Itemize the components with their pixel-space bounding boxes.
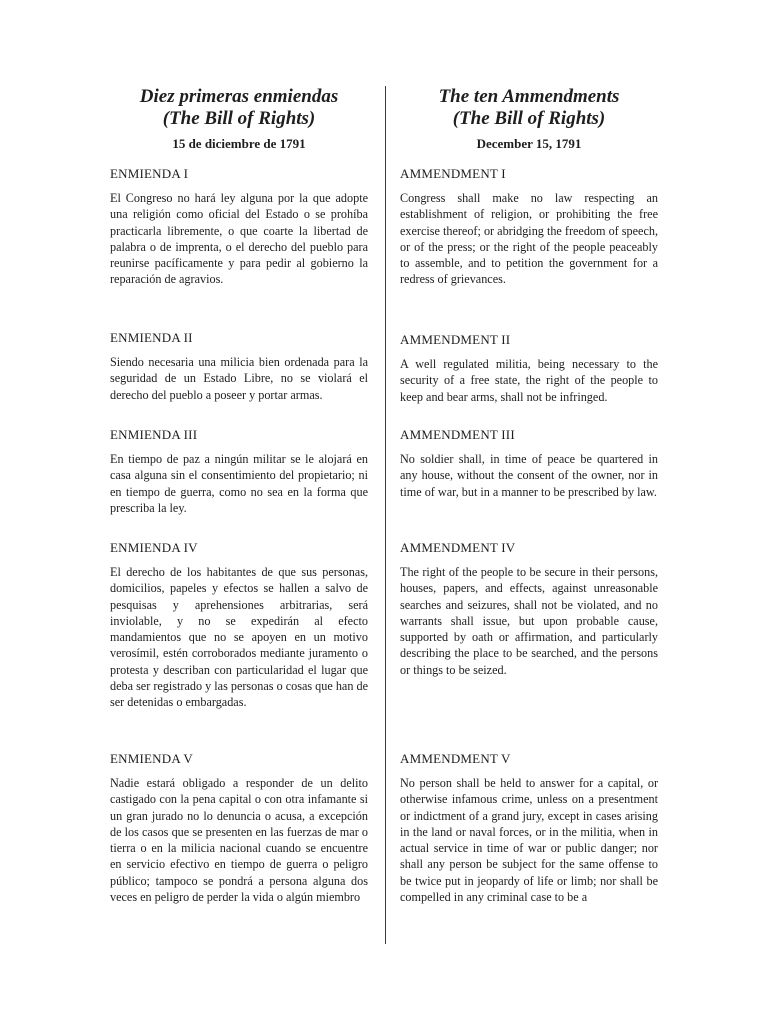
- english-amendment-3: [400, 427, 658, 500]
- english-title-line2: (The Bill of Rights): [452, 108, 606, 129]
- amendment-heading: ENMIENDA III: [110, 427, 198, 442]
- english-amendment-1: [400, 166, 658, 288]
- amendment-heading: AMMENDMENT V: [400, 751, 511, 766]
- english-column: [400, 84, 658, 905]
- english-amendment-4: [400, 540, 658, 678]
- english-title: [400, 86, 658, 130]
- amendment-text: El Congreso no hará ley alguna por la que adopte una religión como oficial del Estado o se prohíba practicarla libremente, o que coarte la libertad de palabra o de imprenta, o el derecho del pueblo para reunirse pacíficamente y para pedir al gobierno la reparación de agravios.: [110, 191, 368, 287]
- amendment-heading: ENMIENDA V: [110, 751, 194, 766]
- amendment-text: Siendo necesaria una milicia bien ordenada para la seguridad de un Estado Libre, no se violará el derecho del pueblo a poseer y portar armas.: [110, 355, 368, 402]
- amendment-heading: AMMENDMENT IV: [400, 540, 516, 555]
- spanish-title: [110, 86, 368, 130]
- spanish-column: [110, 84, 368, 905]
- amendment-heading: AMMENDMENT III: [400, 427, 515, 442]
- spanish-amendment-3: [110, 427, 368, 516]
- spanish-date: 15 de diciembre de 1791: [172, 136, 306, 151]
- amendment-text: A well regulated militia, being necessary to the security of a free state, the right of the people to keep and bear arms, shall not be infringed.: [400, 357, 658, 404]
- english-amendment-2: [400, 332, 658, 405]
- english-amendment-5: [400, 751, 658, 905]
- amendment-heading: ENMIENDA I: [110, 166, 189, 181]
- spanish-amendment-2: [110, 330, 368, 403]
- amendment-heading: ENMIENDA IV: [110, 540, 198, 555]
- column-divider: [385, 86, 386, 944]
- amendment-heading: AMMENDMENT I: [400, 166, 506, 181]
- amendment-heading: AMMENDMENT II: [400, 332, 511, 347]
- spanish-amendment-5: [110, 751, 368, 905]
- amendment-heading: ENMIENDA II: [110, 330, 193, 345]
- amendment-text: No soldier shall, in time of peace be quartered in any house, without the consent of the owner, nor in time of war, but in a manner to be prescribed by law.: [400, 452, 658, 499]
- amendment-text: Nadie estará obligado a responder de un delito castigado con la pena capital o con otra infamante si un gran jurado no lo denuncia o acusa, a excepción de los casos que se presenten en las fuerzas de mar o tierra o en la milicia nacional cuando se encuentre en servicio efectivo en tiempo de guerra o peligro público; tampoco se pondrá a persona alguna dos veces en peligro de perder la vida o algún miembro: [110, 776, 368, 905]
- english-title-line1: The ten Ammendments: [438, 86, 620, 107]
- amendment-text: No person shall be held to answer for a capital, or otherwise infamous crime, unless on a presentment or indictment of a grand jury, except in cases arising in the land or naval forces, or in the militia, when in actual service in time of war or public danger; nor shall any person be subject for the same offense to be twice put in jeopardy of life or limb; nor shall be compelled in any criminal case to be a: [400, 776, 658, 905]
- amendment-text: The right of the people to be secure in their persons, houses, papers, and effects, against unreasonable searches and seizures, shall not be violated, and no warrants shall issue, but upon probable cause, supported by oath or affirmation, and particularly describing the place to be searched, and the persons or things to be seized.: [400, 565, 658, 677]
- amendment-text: Congress shall make no law respecting an establishment of religion, or prohibiting the free exercise thereof; or abridging the freedom of speech, or of the press; or the right of the people peaceably to assemble, and to petition the government for a redress of grievances.: [400, 191, 658, 287]
- amendment-text: En tiempo de paz a ningún militar se le alojará en casa alguna sin el consentimiento del propietario; ni en tiempo de guerra, como no sea en la forma que prescriba la ley.: [110, 452, 368, 515]
- spanish-amendment-4: [110, 540, 368, 711]
- spanish-title-line1: Diez primeras enmiendas: [139, 86, 339, 107]
- spanish-title-line2: (The Bill of Rights): [162, 108, 316, 129]
- english-date: December 15, 1791: [476, 136, 582, 151]
- amendment-text: El derecho de los habitantes de que sus personas, domicilios, papeles y efectos se hallen a salvo de pesquisas y aprehensiones arbitrarias, será inviolable, y no se expedirán al efecto mandamientos que no se apoyen en un motivo verosímil, estén corroborados mediante juramento o protesta y describan con particularidad el lugar que deba ser registrado y las personas o cosas que han de ser detenidas o embargadas.: [110, 565, 368, 710]
- spanish-amendment-1: [110, 166, 368, 288]
